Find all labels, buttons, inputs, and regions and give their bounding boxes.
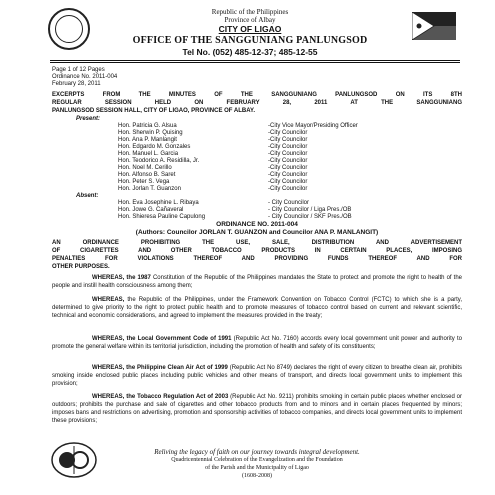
present-name: Hon. Ana P. Manlangit [118, 137, 177, 143]
ordinance-title-line-4: OTHER PURPOSES. [52, 264, 110, 270]
absent-role: - City Councilor [268, 200, 310, 206]
header-republic: Republic of the Philippines [211, 8, 289, 16]
present-role: -City Vice Mayor/Presiding Officer [268, 123, 358, 129]
ordinance-title-line-1: AN ORDINANCE PROHIBITING THE USE, SALE, DISTRIBUTION AND ADVERTISEMENT [52, 240, 462, 246]
header-province: Province of Albay [224, 16, 276, 24]
present-role: -City Councilor [268, 172, 308, 178]
excerpt-line-2: REGULAR SESSION HELD ON FEBRUARY 28, 2011 AT THE SANGGUNIANG [52, 100, 462, 106]
present-role: -City Councilor [268, 179, 308, 185]
whereas-clause-1 [52, 275, 462, 291]
absent-label: Absent: [76, 193, 99, 199]
footer-line-2: of the Parish and the Municipality of Ligao [205, 465, 309, 471]
header-office: OFFICE OF THE SANGGUNIANG PANLUNGSOD [132, 35, 368, 46]
footer-motto: Reliving the legacy of faith on our journey towards integral development. [154, 448, 360, 456]
header-tel: Tel No. (052) 485-12-37; 485-12-55 [182, 47, 318, 57]
present-role: -City Councilor [268, 165, 308, 171]
whereas-lead: WHEREAS, the [92, 365, 138, 371]
present-name: Hon. Patricia G. Alsua [118, 123, 177, 129]
whereas-law: Tobacco Regulation Act of 2003 [137, 394, 229, 400]
whereas-law: Philippine Clean Air Act of 1999 [137, 365, 228, 371]
present-role: -City Councilor [268, 158, 308, 164]
whereas-law: 1987 [137, 275, 151, 281]
ordinance-title-number: ORDINANCE NO. 2011-004 [216, 221, 298, 228]
present-name: Hon. Alfonso B. Saret [118, 172, 176, 178]
whereas-lead: WHEREAS, [92, 297, 128, 303]
present-role: -City Councilor [268, 144, 308, 150]
whereas-text: Constitution of the Republic of the Philippines mandates the State to protect and promote the right to health of the people and instill health consciousness among them; [52, 275, 462, 289]
whereas-lead: WHEREAS, the [92, 336, 138, 342]
whereas-lead: WHEREAS, the [92, 394, 138, 400]
excerpt-line-3: PANLUNGSOD SESSION HALL, CITY OF LIGAO, PROVINCE OF ALBAY. [52, 108, 256, 114]
quadricentennial-logo-icon [50, 440, 98, 480]
present-name: Hon. Jorlan T. Guanzon [118, 186, 181, 192]
whereas-text: (Republic Act No. 9211) prohibits smoking in certain public places whether enclosed or outdoors; prohibits the purchase and sale of cigarettes and other tobacco products from and to minors and in certain places frequented by minors; imposes bans and restrictions on advertising, promotion and sponsorship activities of tobacco companies, and directs local government units to implement these provisions; [52, 394, 462, 424]
absent-role: - City Councilor / Liga Pres./OB [268, 207, 352, 213]
whereas-clause-2 [52, 297, 462, 321]
present-role: -City Councilor [268, 186, 308, 192]
ordinance-authors: (Authors: Councilor JORLAN T. GUANZON and Councilor ANA P. MANLANGIT) [135, 229, 379, 236]
absent-role: - City Councilor / SKF Pres./OB [268, 214, 352, 220]
ordinance-title-line-3: PENALTIES FOR VIOLATIONS THEREOF AND PROVIDING FUNDS THEREOF AND FOR [52, 256, 462, 262]
whereas-clause-5 [52, 394, 462, 426]
whereas-text: (Republic Act No 8749) declares the right of every citizen to breathe clean air, prohibits smoking inside enclosed public places including public vehicles and other means of transport, and directs local government units to implement this provision; [52, 365, 462, 387]
whereas-text: (Republic Act No. 7160) accords every local government unit power and authority to promote the general welfare within its territorial jurisdiction, including the promotion of health and safety of its constituents; [52, 336, 462, 350]
footer-line-1: Quadricentennial Celebration of the Evangelization and the Foundation [171, 457, 343, 463]
excerpt-line-1: EXCERPTS FROM THE MINUTES OF THE SANGGUNIANG PANLUNGSOD ON ITS 8TH [52, 92, 462, 98]
page-count: Page 1 of 12 Pages [52, 67, 105, 73]
absent-name: Hon. Shieresa Pauline Capulong [118, 214, 206, 220]
whereas-text: the Republic of the Philippines, under the Framework Convention on Tobacco Control (FCTC) to which she is a party, determined to give priority to the right to protect public health and to promote measures of tobacco control based on current and relevant scientific, technical and economic considerations, and agreed to implement the measures provided in the treaty; [52, 297, 462, 319]
present-name: Hon. Noel M. Cerillo [118, 165, 172, 171]
header-city: CITY OF LIGAO [218, 24, 282, 34]
present-name: Hon. Edgardo M. Gonzales [118, 144, 191, 150]
absent-name: Hon. Eva Josephine L. Ribaya [118, 200, 199, 206]
present-name: Hon. Teodorico A. Residilla, Jr. [118, 158, 200, 164]
whereas-lead: WHEREAS, the [92, 275, 138, 281]
philippine-flag-icon [412, 12, 456, 40]
present-name: Hon. Manuel L. Garcia [118, 151, 179, 157]
city-seal-icon [48, 8, 90, 50]
header-divider-2 [50, 62, 460, 63]
whereas-clause-3 [52, 336, 462, 352]
header-divider [50, 60, 460, 61]
present-role: -City Councilor [268, 137, 308, 143]
present-role: -City Councilor [268, 151, 308, 157]
present-name: Hon. Peter S. Vega [118, 179, 170, 185]
document-date: February 28, 2011 [52, 81, 101, 87]
present-role: -City Councilor [268, 130, 308, 136]
ordinance-number: Ordinance No. 2011-004 [52, 74, 118, 80]
footer-line-3: (1608-2008) [242, 473, 272, 479]
present-label: Present: [76, 116, 101, 122]
whereas-clause-4 [52, 365, 462, 389]
whereas-law: Local Government Code of 1991 [137, 336, 232, 342]
ordinance-title-line-2: OF CIGARETTES AND OTHER TOBACCO PRODUCTS IN CERTAIN PLACES, IMPOSING [52, 248, 462, 254]
absent-name: Hon. Jowe G. Cañaveral [118, 207, 184, 213]
present-name: Hon. Sherwin P. Quising [118, 130, 183, 136]
